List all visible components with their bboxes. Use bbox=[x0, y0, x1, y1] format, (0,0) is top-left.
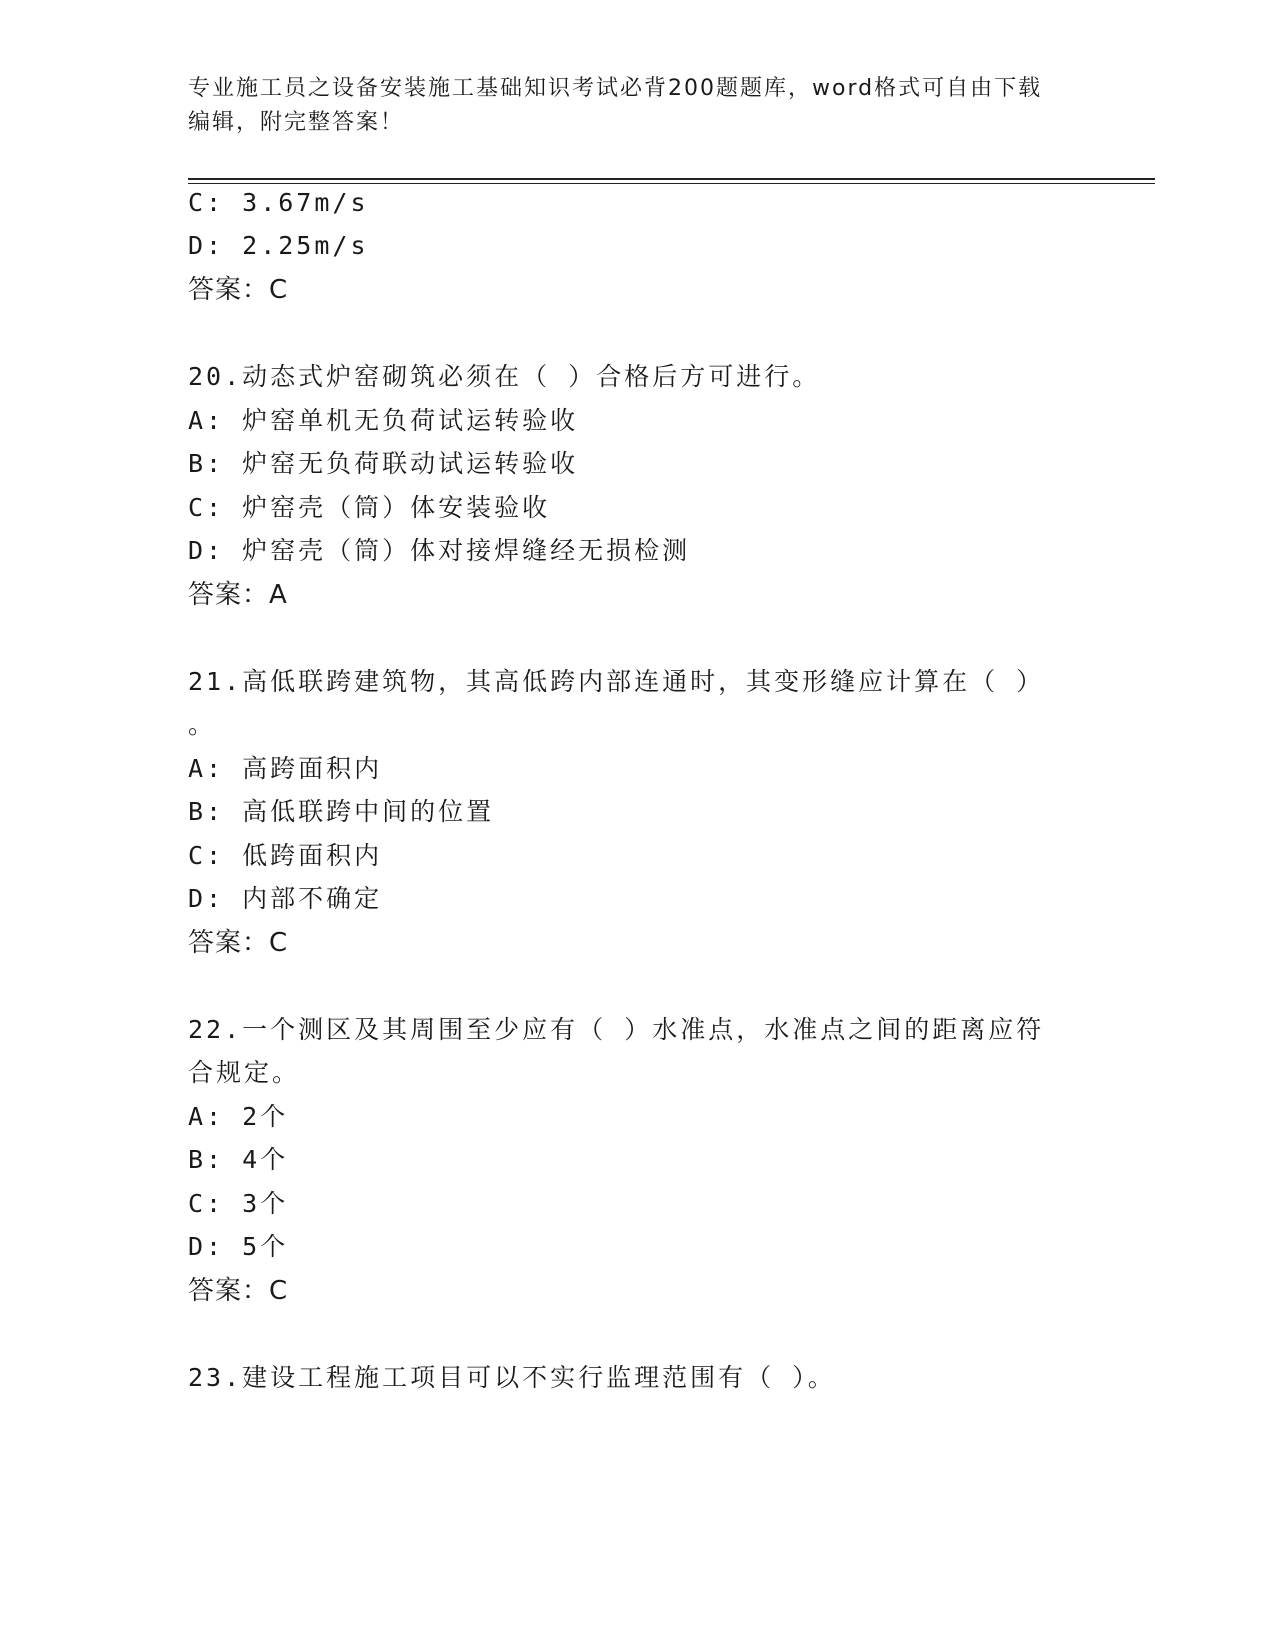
header-divider-thick bbox=[188, 178, 1155, 180]
q22-answer: 答案：C bbox=[188, 1276, 289, 1306]
q20-option-b: B: 炉窑无负荷联动试运转验收 bbox=[188, 449, 579, 478]
q22-question-line-2: 合规定。 bbox=[188, 1058, 301, 1087]
q20-question: 20.动态式炉窑砌筑必须在（ ）合格后方可进行。 bbox=[188, 362, 821, 391]
q21-option-b: B: 高低联跨中间的位置 bbox=[188, 797, 495, 826]
header-title-line-1: 专业施工员之设备安装施工基础知识考试必背200题题库，word格式可自由下载 bbox=[188, 76, 1043, 101]
q20-option-d: D: 炉窑壳（筒）体对接焊缝经无损检测 bbox=[188, 536, 691, 565]
document-header bbox=[188, 72, 1078, 140]
q21-question-line-1: 21.高低联跨建筑物，其高低跨内部连通时，其变形缝应计算在（ ） bbox=[188, 667, 1045, 696]
prev-option-d: D: 2.25m/s bbox=[188, 231, 369, 260]
q20-option-a: A: 炉窑单机无负荷试运转验收 bbox=[188, 406, 579, 435]
q21-option-d: D: 内部不确定 bbox=[188, 884, 383, 913]
q23-question: 23.建设工程施工项目可以不实行监理范围有（ ）。 bbox=[188, 1363, 836, 1392]
q21-option-a: A: 高跨面积内 bbox=[188, 754, 383, 783]
q21-answer: 答案：C bbox=[188, 928, 289, 958]
q21-question-line-2: 。 bbox=[188, 710, 217, 739]
prev-option-c: C: 3.67m/s bbox=[188, 188, 369, 217]
q20-option-c: C: 炉窑壳（筒）体安装验收 bbox=[188, 493, 551, 522]
q22-option-d: D: 5个 bbox=[188, 1232, 289, 1261]
header-title-line-2: 编辑，附完整答案！ bbox=[188, 110, 405, 135]
q22-question-line-1: 22.一个测区及其周围至少应有（ ）水准点，水准点之间的距离应符 bbox=[188, 1015, 1045, 1044]
q21-option-c: C: 低跨面积内 bbox=[188, 841, 383, 870]
q22-option-c: C: 3个 bbox=[188, 1189, 289, 1218]
prev-answer: 答案：C bbox=[188, 275, 289, 305]
q20-answer: 答案：A bbox=[188, 580, 288, 610]
q22-option-b: B: 4个 bbox=[188, 1145, 289, 1174]
q22-option-a: A: 2个 bbox=[188, 1102, 289, 1131]
